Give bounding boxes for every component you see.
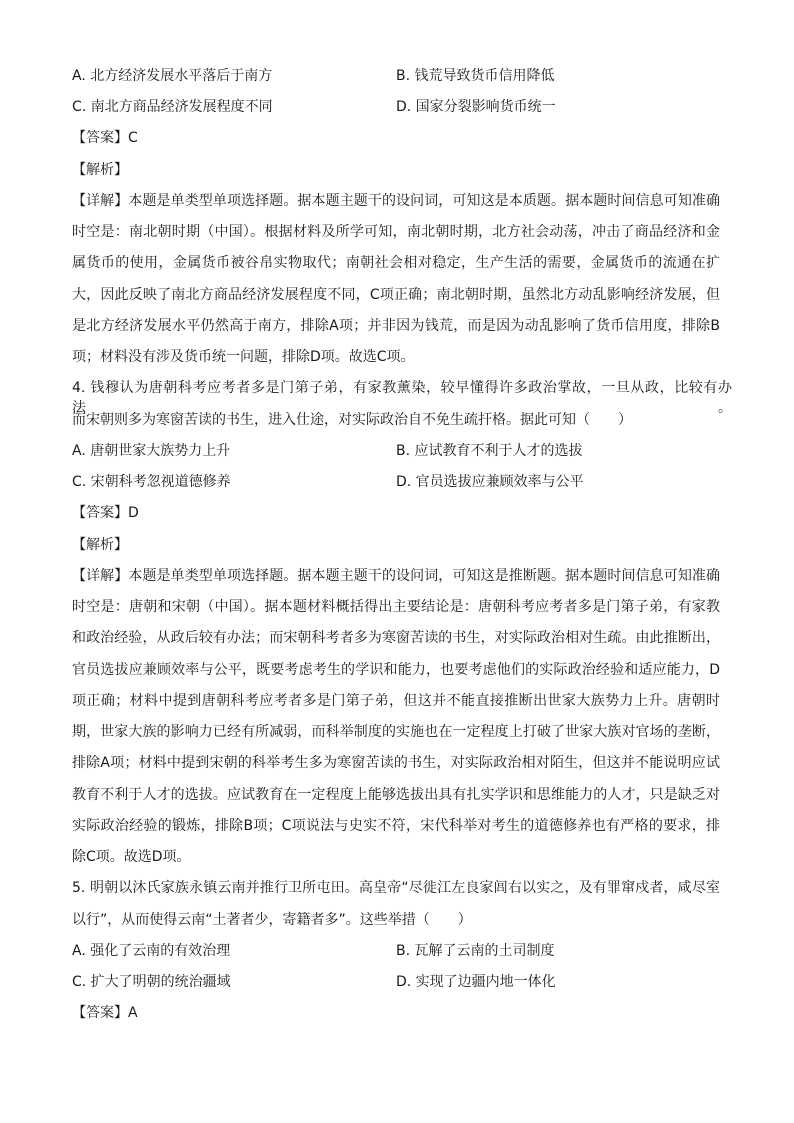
q3-option-d: D. 国家分裂影响货币统一: [396, 99, 556, 115]
q3-detail-line: 时空是：南北朝时期（中国）。根据材料及所学可知，南北朝时期，北方社会动荡，冲击了商品经济和金: [72, 224, 720, 240]
q5-option-a: A. 强化了云南的有效治理: [72, 943, 231, 959]
q3-detail-line: 【详解】本题是单类型单项选择题。据本题主题干的设问词，可知这是本质题。据本题时间信息可知准确: [72, 193, 720, 209]
q3-detail-line: 是北方经济发展水平仍然高于南方，排除A项；并非因为钱荒，而是因为动乱影响了货币信用度，排除B: [72, 318, 720, 334]
q4-detail-line: 项正确；材料中提到唐朝科考应考者多是门第子弟，但这并不能直接推断出世家大族势力上升。唐朝时: [72, 693, 720, 709]
q3-detail-line: 大，因此反映了南北方商品经济发展程度不同，C项正确；南北朝时期，虽然北方动乱影响经济发展，但: [72, 287, 720, 303]
q4-detail-line: 除C项。故选D项。: [72, 849, 191, 865]
q5-answer: 【答案】A: [72, 1005, 138, 1021]
q4-detail-line: 和政治经验，从政后较有办法；而宋朝科考者多为寒窗苦读的书生，对实际政治相对生疏。由此推断出，: [72, 630, 720, 646]
q4-analysis-label: 【解析】: [72, 537, 128, 553]
q3-option-c: C. 南北方商品经济发展程度不同: [72, 99, 273, 115]
q4-option-d: D. 官员选拔应兼顾效率与公平: [396, 474, 584, 490]
q5-option-c: C. 扩大了明朝的统治疆域: [72, 974, 231, 990]
q4-detail-line: 实际政治经验的锻炼，排除B项；C项说法与史实不符，宋代科举对考生的道德修养也有严格的要求，排: [72, 818, 720, 834]
q5-option-b: B. 瓦解了云南的土司制度: [396, 943, 555, 959]
q4-answer: 【答案】D: [72, 505, 139, 521]
q4-detail-line: 时空是：唐朝和宋朝（中国）。据本题材料概括得出主要结论是：唐朝科考应考者多是门第子弟，有家教: [72, 599, 720, 615]
q4-detail-line: 期，世家大族的影响力已经有所减弱，而科举制度的实施也在一定程度上打破了世家大族对官场的垄断，: [72, 724, 720, 740]
q3-answer: 【答案】C: [72, 130, 138, 146]
q4-stem-line: 而宋朝则多为寒窗苦读的书生，进入仕途，对实际政治自不免生疏扞格。据此可知（ ）: [72, 412, 632, 428]
q4-detail-line: 教育不利于人才的选拔。应试教育在一定程度上能够选拔出具有扎实学识和思维能力的人才，只是缺乏对: [72, 787, 720, 803]
q3-detail-line: 属货币的使用，金属货币被谷帛实物取代；南朝社会相对稳定，生产生活的需要，金属货币的流通在扩: [72, 255, 720, 271]
q4-option-b: B. 应试教育不利于人才的选拔: [396, 443, 583, 459]
q4-detail-line: 【详解】本题是单类型单项选择题。据本题主题干的设问词，可知这是推断题。据本题时间信息可知准确: [72, 568, 720, 584]
q4-stem-line: 4. 钱穆认为唐朝科考应考者多是门第子弟，有家教薰染，较早懂得许多政治掌故，一旦从政，比较有办法。: [72, 380, 732, 416]
q5-stem-line: 5. 明朝以沐氏家族永镇云南并推行卫所屯田。高皇帝“尽徙江左良家闾右以实之，及有罪窜戍者，咸尽室: [72, 880, 720, 896]
q5-option-d: D. 实现了边疆内地一体化: [396, 974, 556, 990]
q3-option-a: A. 北方经济发展水平落后于南方: [72, 68, 273, 84]
q4-detail-line: 排除A项；材料中提到宋朝的科举考生多为寒窗苦读的书生，对实际政治相对陌生，但这并不能说明应试: [72, 755, 720, 771]
q3-detail-line: 项；材料没有涉及货币统一问题，排除D项。故选C项。: [72, 349, 415, 365]
q4-option-a: A. 唐朝世家大族势力上升: [72, 443, 231, 459]
q3-analysis-label: 【解析】: [72, 162, 128, 178]
q5-stem-line: 以行”，从而使得云南“土著者少，寄籍者多”。这些举措（ ）: [72, 912, 472, 928]
q3-option-b: B. 钱荒导致货币信用降低: [396, 68, 555, 84]
q4-option-c: C. 宋朝科考忽视道德修养: [72, 474, 231, 490]
q4-detail-line: 官员选拔应兼顾效率与公平，既要考虑考生的学识和能力，也要考虑他们的实际政治经验和适应能力，D: [72, 662, 720, 678]
